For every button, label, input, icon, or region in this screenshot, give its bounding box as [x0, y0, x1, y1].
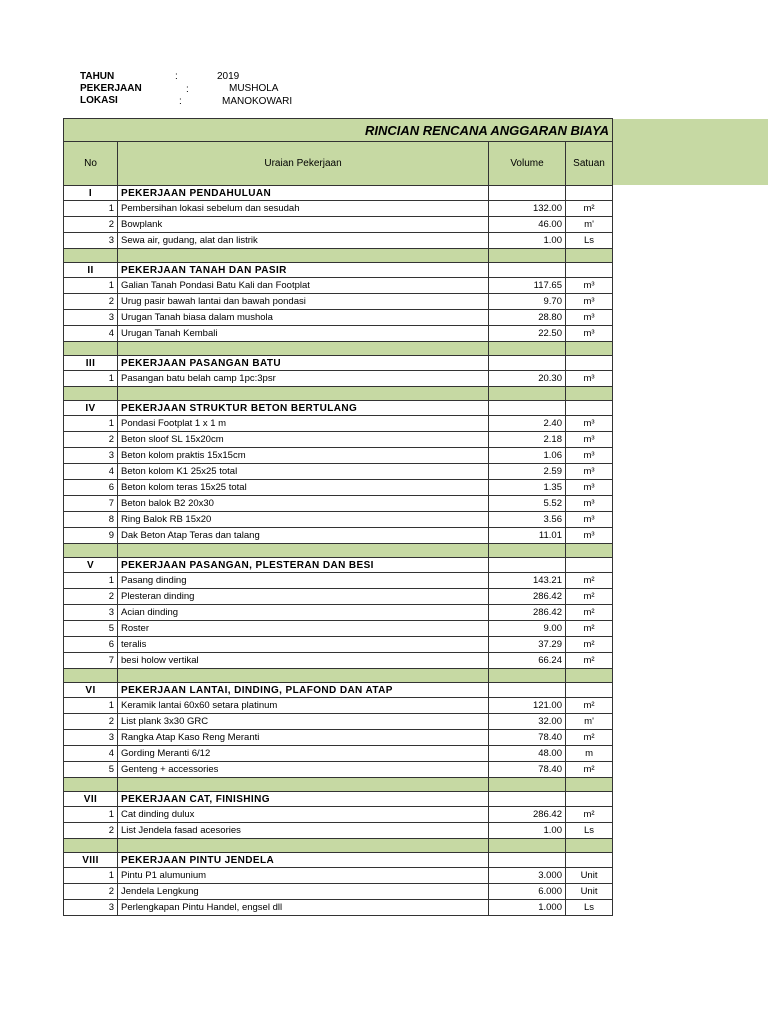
item-description: Acian dinding: [118, 605, 489, 621]
item-number: 2: [64, 589, 118, 605]
item-satuan: m²: [566, 637, 613, 653]
item-description: List Jendela fasad acesories: [118, 823, 489, 839]
spacer-cell: [118, 342, 489, 356]
item-satuan: m³: [566, 416, 613, 432]
spacer-cell: [489, 249, 566, 263]
section-row: [64, 356, 613, 371]
section-number: VI: [64, 683, 118, 698]
table-row: [64, 528, 613, 544]
table-row: [64, 416, 613, 432]
item-satuan: m³: [566, 464, 613, 480]
section-title: PEKERJAAN PENDAHULUAN: [118, 186, 489, 201]
item-volume: 2.40: [489, 416, 566, 432]
col-header-volume: Volume: [489, 142, 566, 186]
project-header: [0, 0, 768, 110]
section-satuan-empty: [566, 263, 613, 278]
col-header-uraian: Uraian Pekerjaan: [118, 142, 489, 186]
spacer-row: [64, 778, 613, 792]
table-row: [64, 900, 613, 916]
item-volume: 3.000: [489, 868, 566, 884]
item-number: 5: [64, 621, 118, 637]
item-description: Galian Tanah Pondasi Batu Kali dan Footplat: [118, 278, 489, 294]
item-satuan: m²: [566, 573, 613, 589]
item-satuan: m³: [566, 528, 613, 544]
section-volume-empty: [489, 558, 566, 573]
item-description: Urug pasir bawah lantai dan bawah pondasi: [118, 294, 489, 310]
table-row: [64, 201, 613, 217]
section-satuan-empty: [566, 558, 613, 573]
lokasi-value: MANOKOWARI: [222, 96, 293, 107]
item-satuan: m³: [566, 326, 613, 342]
item-number: 4: [64, 464, 118, 480]
item-number: 8: [64, 512, 118, 528]
item-satuan: m²: [566, 730, 613, 746]
item-volume: 78.40: [489, 762, 566, 778]
item-volume: 286.42: [489, 605, 566, 621]
item-description: Beton sloof SL 15x20cm: [118, 432, 489, 448]
item-volume: 286.42: [489, 807, 566, 823]
item-volume: 22.50: [489, 326, 566, 342]
item-number: 7: [64, 496, 118, 512]
col-header-satuan: Satuan: [566, 142, 613, 186]
item-description: Pondasi Footplat 1 x 1 m: [118, 416, 489, 432]
tahun-colon: :: [175, 71, 178, 82]
section-volume-empty: [489, 186, 566, 201]
item-volume: 9.70: [489, 294, 566, 310]
spacer-cell: [118, 669, 489, 683]
item-number: 3: [64, 605, 118, 621]
item-description: Ring Balok RB 15x20: [118, 512, 489, 528]
spacer-row: [64, 249, 613, 263]
pekerjaan-label: PEKERJAAN: [80, 83, 142, 94]
item-volume: 132.00: [489, 201, 566, 217]
item-volume: 1.00: [489, 823, 566, 839]
spacer-cell: [489, 342, 566, 356]
item-satuan: Ls: [566, 900, 613, 916]
spacer-cell: [566, 342, 613, 356]
spacer-cell: [566, 249, 613, 263]
item-description: Genteng + accessories: [118, 762, 489, 778]
tahun-value: 2019: [217, 71, 240, 82]
item-volume: 20.30: [489, 371, 566, 387]
table-row: [64, 233, 613, 249]
spacer-cell: [118, 249, 489, 263]
table-row: [64, 294, 613, 310]
item-volume: 6.000: [489, 884, 566, 900]
item-volume: 3.56: [489, 512, 566, 528]
spacer-cell: [64, 839, 118, 853]
section-row: [64, 263, 613, 278]
spacer-row: [64, 669, 613, 683]
item-volume: 66.24: [489, 653, 566, 669]
section-satuan-empty: [566, 401, 613, 416]
section-row: [64, 558, 613, 573]
item-volume: 286.42: [489, 589, 566, 605]
spacer-cell: [489, 839, 566, 853]
item-number: 6: [64, 637, 118, 653]
section-number: I: [64, 186, 118, 201]
item-volume: 37.29: [489, 637, 566, 653]
section-number: VII: [64, 792, 118, 807]
section-row: [64, 792, 613, 807]
item-number: 3: [64, 310, 118, 326]
table-row: [64, 432, 613, 448]
item-number: 2: [64, 432, 118, 448]
section-row: [64, 401, 613, 416]
table-row: [64, 371, 613, 387]
item-satuan: m³: [566, 448, 613, 464]
item-satuan: m³: [566, 310, 613, 326]
spacer-cell: [64, 249, 118, 263]
item-volume: 78.40: [489, 730, 566, 746]
item-number: 2: [64, 823, 118, 839]
table-row: [64, 448, 613, 464]
section-number: II: [64, 263, 118, 278]
pekerjaan-value: MUSHOLA: [229, 83, 279, 94]
section-title: PEKERJAAN STRUKTUR BETON BERTULANG: [118, 401, 489, 416]
section-title: PEKERJAAN TANAH DAN PASIR: [118, 263, 489, 278]
item-volume: 46.00: [489, 217, 566, 233]
table-row: [64, 807, 613, 823]
item-satuan: Unit: [566, 868, 613, 884]
item-description: Plesteran dinding: [118, 589, 489, 605]
table-row: [64, 868, 613, 884]
item-number: 6: [64, 480, 118, 496]
item-volume: 1.35: [489, 480, 566, 496]
section-satuan-empty: [566, 792, 613, 807]
item-satuan: m²: [566, 589, 613, 605]
item-satuan: Unit: [566, 884, 613, 900]
item-description: Beton kolom praktis 15x15cm: [118, 448, 489, 464]
item-satuan: m': [566, 714, 613, 730]
item-satuan: m³: [566, 480, 613, 496]
section-title: PEKERJAAN CAT, FINISHING: [118, 792, 489, 807]
spacer-cell: [566, 839, 613, 853]
table-row: [64, 496, 613, 512]
item-number: 3: [64, 233, 118, 249]
item-description: Cat dinding dulux: [118, 807, 489, 823]
item-satuan: m³: [566, 432, 613, 448]
section-volume-empty: [489, 263, 566, 278]
item-satuan: m²: [566, 605, 613, 621]
lokasi-label: LOKASI: [80, 95, 118, 106]
table-row: [64, 480, 613, 496]
section-number: III: [64, 356, 118, 371]
spacer-row: [64, 544, 613, 558]
section-volume-empty: [489, 356, 566, 371]
item-description: Jendela Lengkung: [118, 884, 489, 900]
section-volume-empty: [489, 853, 566, 868]
item-number: 1: [64, 807, 118, 823]
table-row: [64, 573, 613, 589]
item-volume: 117.65: [489, 278, 566, 294]
item-volume: 5.52: [489, 496, 566, 512]
item-number: 1: [64, 278, 118, 294]
section-satuan-empty: [566, 683, 613, 698]
spacer-cell: [118, 544, 489, 558]
item-number: 2: [64, 714, 118, 730]
table-header-row: [64, 142, 613, 186]
item-volume: 1.00: [489, 233, 566, 249]
spacer-cell: [489, 544, 566, 558]
item-number: 2: [64, 884, 118, 900]
item-number: 3: [64, 448, 118, 464]
spacer-cell: [566, 387, 613, 401]
item-satuan: Ls: [566, 233, 613, 249]
item-satuan: m²: [566, 762, 613, 778]
item-number: 9: [64, 528, 118, 544]
item-number: 1: [64, 868, 118, 884]
section-number: V: [64, 558, 118, 573]
section-number: IV: [64, 401, 118, 416]
table-title-row: [64, 119, 613, 142]
spacer-cell: [64, 778, 118, 792]
item-description: Sewa air, gudang, alat dan listrik: [118, 233, 489, 249]
item-satuan: Ls: [566, 823, 613, 839]
section-row: [64, 186, 613, 201]
item-description: Pasang dinding: [118, 573, 489, 589]
item-volume: 2.59: [489, 464, 566, 480]
table-row: [64, 278, 613, 294]
item-number: 1: [64, 416, 118, 432]
table-title: RINCIAN RENCANA ANGGARAN BIAYA: [64, 119, 613, 142]
header-fill-extension: [612, 119, 768, 185]
item-description: Beton balok B2 20x30: [118, 496, 489, 512]
item-number: 4: [64, 746, 118, 762]
item-description: besi holow vertikal: [118, 653, 489, 669]
item-volume: 1.000: [489, 900, 566, 916]
item-volume: 2.18: [489, 432, 566, 448]
spacer-cell: [489, 778, 566, 792]
table-row: [64, 217, 613, 233]
table-row: [64, 884, 613, 900]
spacer-row: [64, 342, 613, 356]
item-description: Pembersihan lokasi sebelum dan sesudah: [118, 201, 489, 217]
item-satuan: m²: [566, 807, 613, 823]
spacer-cell: [566, 778, 613, 792]
item-satuan: m²: [566, 698, 613, 714]
item-volume: 11.01: [489, 528, 566, 544]
spacer-cell: [64, 669, 118, 683]
section-row: [64, 683, 613, 698]
item-volume: 143.21: [489, 573, 566, 589]
item-number: 7: [64, 653, 118, 669]
pekerjaan-colon: :: [186, 84, 189, 95]
item-number: 5: [64, 762, 118, 778]
item-volume: 48.00: [489, 746, 566, 762]
section-volume-empty: [489, 401, 566, 416]
item-number: 4: [64, 326, 118, 342]
item-description: Bowplank: [118, 217, 489, 233]
table-row: [64, 621, 613, 637]
section-title: PEKERJAAN PINTU JENDELA: [118, 853, 489, 868]
item-description: Pintu P1 alumunium: [118, 868, 489, 884]
item-volume: 121.00: [489, 698, 566, 714]
spacer-row: [64, 839, 613, 853]
section-volume-empty: [489, 792, 566, 807]
item-volume: 28.80: [489, 310, 566, 326]
item-description: Gording Meranti 6/12: [118, 746, 489, 762]
item-satuan: m²: [566, 201, 613, 217]
spacer-cell: [118, 839, 489, 853]
table-row: [64, 589, 613, 605]
table-row: [64, 637, 613, 653]
item-satuan: m³: [566, 496, 613, 512]
spacer-row: [64, 387, 613, 401]
item-description: Beton kolom K1 25x25 total: [118, 464, 489, 480]
table-row: [64, 326, 613, 342]
table-row: [64, 653, 613, 669]
item-satuan: m: [566, 746, 613, 762]
item-satuan: m²: [566, 653, 613, 669]
item-number: 1: [64, 698, 118, 714]
item-description: Urugan Tanah Kembali: [118, 326, 489, 342]
item-description: List plank 3x30 GRC: [118, 714, 489, 730]
item-description: teralis: [118, 637, 489, 653]
item-number: 1: [64, 573, 118, 589]
rab-table: [63, 118, 613, 916]
item-description: Urugan Tanah biasa dalam mushola: [118, 310, 489, 326]
section-satuan-empty: [566, 356, 613, 371]
spacer-cell: [64, 387, 118, 401]
section-satuan-empty: [566, 853, 613, 868]
item-description: Roster: [118, 621, 489, 637]
section-volume-empty: [489, 683, 566, 698]
item-satuan: m³: [566, 371, 613, 387]
section-title: PEKERJAAN LANTAI, DINDING, PLAFOND DAN ATAP: [118, 683, 489, 698]
table-row: [64, 730, 613, 746]
spacer-cell: [566, 669, 613, 683]
item-number: 3: [64, 730, 118, 746]
item-description: Keramik lantai 60x60 setara platinum: [118, 698, 489, 714]
section-title: PEKERJAAN PASANGAN BATU: [118, 356, 489, 371]
item-volume: 32.00: [489, 714, 566, 730]
table-row: [64, 714, 613, 730]
section-satuan-empty: [566, 186, 613, 201]
item-description: Perlengkapan Pintu Handel, engsel dll: [118, 900, 489, 916]
spacer-cell: [489, 669, 566, 683]
table-row: [64, 605, 613, 621]
item-description: Pasangan batu belah camp 1pc:3psr: [118, 371, 489, 387]
item-number: 2: [64, 217, 118, 233]
item-satuan: m³: [566, 294, 613, 310]
spacer-cell: [566, 544, 613, 558]
tahun-label: TAHUN: [80, 71, 115, 82]
section-row: [64, 853, 613, 868]
item-volume: 1.06: [489, 448, 566, 464]
spacer-cell: [118, 778, 489, 792]
lokasi-colon: :: [179, 96, 182, 107]
spacer-cell: [118, 387, 489, 401]
table-row: [64, 746, 613, 762]
item-satuan: m³: [566, 512, 613, 528]
item-description: Beton kolom teras 15x25 total: [118, 480, 489, 496]
item-satuan: m³: [566, 278, 613, 294]
table-row: [64, 698, 613, 714]
item-number: 2: [64, 294, 118, 310]
col-header-no: No: [64, 142, 118, 186]
table-row: [64, 823, 613, 839]
item-number: 3: [64, 900, 118, 916]
section-title: PEKERJAAN PASANGAN, PLESTERAN DAN BESI: [118, 558, 489, 573]
spacer-cell: [64, 342, 118, 356]
item-description: Dak Beton Atap Teras dan talang: [118, 528, 489, 544]
table-row: [64, 512, 613, 528]
table-row: [64, 464, 613, 480]
spacer-cell: [489, 387, 566, 401]
item-satuan: m': [566, 217, 613, 233]
table-row: [64, 762, 613, 778]
section-number: VIII: [64, 853, 118, 868]
item-number: 1: [64, 201, 118, 217]
table-row: [64, 310, 613, 326]
spacer-cell: [64, 544, 118, 558]
item-volume: 9.00: [489, 621, 566, 637]
item-description: Rangka Atap Kaso Reng Meranti: [118, 730, 489, 746]
item-number: 1: [64, 371, 118, 387]
item-satuan: m²: [566, 621, 613, 637]
